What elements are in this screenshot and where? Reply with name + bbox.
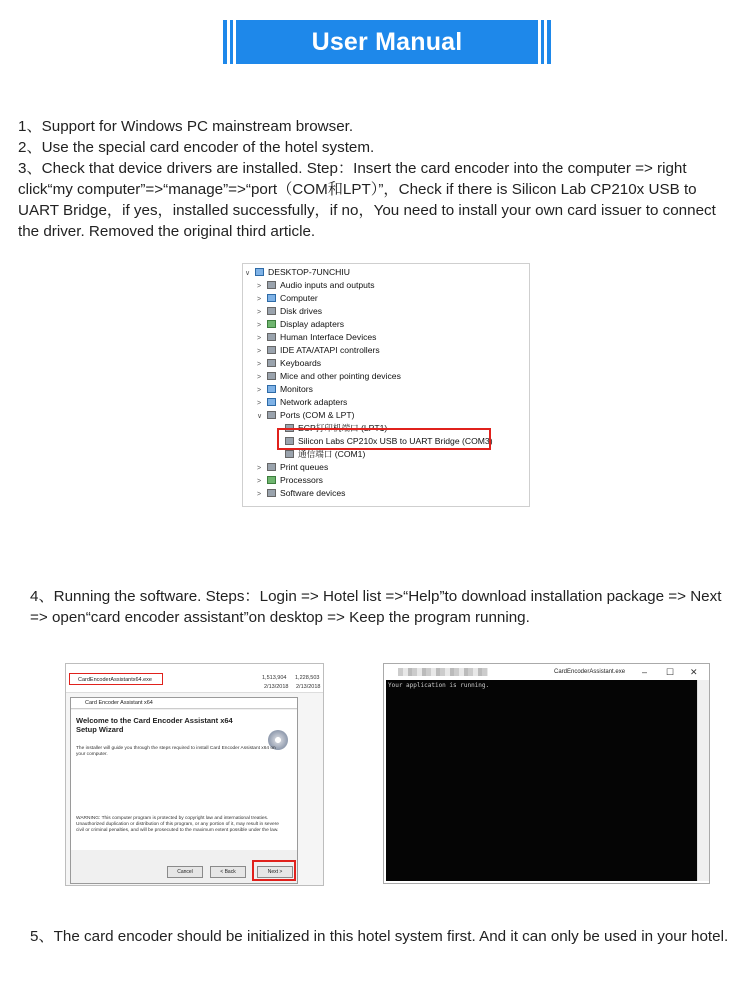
tree-item[interactable] (257, 383, 313, 396)
tree-item-label: Computer (280, 293, 318, 303)
file-date: 2/13/2018 (296, 684, 321, 690)
tree-subitem-label: 通信端口 (COM1) (298, 449, 366, 459)
file-size: 1,513,904 (262, 675, 287, 681)
desktop-icon (255, 268, 264, 276)
chevron-right-icon: > (257, 374, 262, 381)
chevron-right-icon: > (257, 309, 262, 316)
chevron-right-icon: > (257, 491, 262, 498)
chevron-right-icon: > (257, 478, 262, 485)
monitor-icon (267, 385, 276, 393)
dialog-body (71, 710, 297, 850)
chevron-right-icon: > (257, 322, 262, 329)
installer-screenshot (65, 663, 324, 886)
tree-item[interactable] (257, 461, 328, 474)
console-screenshot (383, 663, 710, 884)
ide-icon (267, 346, 276, 354)
chevron-right-icon: > (257, 283, 262, 290)
chevron-right-icon: > (257, 348, 262, 355)
console-output (386, 680, 697, 881)
scrollbar[interactable] (697, 680, 709, 881)
tree-item-label: Audio inputs and outputs (280, 280, 375, 290)
tree-item[interactable] (257, 318, 344, 331)
tree-item-label: Display adapters (280, 319, 345, 329)
tree-item-label: Mice and other pointing devices (280, 371, 401, 381)
next-button[interactable]: Next > (257, 866, 293, 878)
step-4: 4、Running the software. Steps：Login => Hotel list =>“Help”to download installation package => Next => open“card encoder assistant”on desktop => Keep the program running. (30, 588, 722, 626)
keyboard-icon (267, 359, 276, 367)
device-manager-screenshot (242, 263, 530, 507)
cancel-button[interactable]: Cancel (167, 866, 203, 878)
tree-item[interactable] (257, 474, 323, 487)
tree-item[interactable] (257, 396, 347, 409)
page-title: User Manual (311, 28, 463, 56)
chevron-right-icon: > (257, 400, 262, 407)
port-icon (267, 411, 276, 419)
tree-item[interactable] (257, 279, 375, 292)
step-3: 3、Check that device drivers are installed. Step：Insert the card encoder into the computer => right click“my computer”=>“manage”=>“port（COM和LPT）”，Check if there is Silicon Lab CP210x USB to UART Bridge，if yes，installed successfully，if no，You need to install your own card issuer to connect the driver. Removed the original third article. (18, 160, 716, 240)
console-text: Your application is running. (388, 682, 490, 689)
file-size: 1,228,503 (295, 675, 320, 681)
tree-subitem-label: ECP打印机端口 (LPT1) (298, 423, 388, 433)
tree-item-label: Processors (280, 475, 323, 485)
tree-item[interactable] (257, 305, 322, 318)
display-icon (267, 320, 276, 328)
tree-item-label: Ports (COM & LPT) (280, 410, 355, 420)
tree-item-label: Print queues (280, 462, 329, 472)
hid-icon (267, 333, 276, 341)
console-title: CardEncoderAssistant.exe (554, 669, 626, 675)
setup-dialog (70, 697, 298, 884)
file-list (66, 664, 323, 693)
processor-icon (267, 476, 276, 484)
tree-item-label: Disk drives (280, 306, 323, 316)
port-icon (285, 450, 294, 458)
tree-item[interactable] (257, 370, 401, 383)
chevron-right-icon: > (257, 361, 262, 368)
blurred-path (398, 668, 488, 676)
tree-item-label: Network adapters (280, 397, 348, 407)
mouse-icon (267, 372, 276, 380)
tree-item[interactable] (257, 357, 321, 370)
minimize-button[interactable]: – (642, 667, 648, 677)
tree-root[interactable] (245, 266, 350, 279)
tree-item-label: Human Interface Devices (280, 332, 377, 342)
highlight-box (277, 428, 491, 450)
maximize-button[interactable]: ☐ (666, 667, 675, 677)
header-banner (223, 20, 551, 64)
dialog-intro: The installer will guide you through the steps required to install Card Encoder Assistant x64 on your computer. (76, 746, 276, 757)
step-1: 1、Support for Windows PC mainstream browser. (18, 118, 354, 135)
tree-item-label: IDE ATA/ATAPI controllers (280, 345, 380, 355)
dialog-title: Card Encoder Assistant x64 (71, 698, 297, 709)
chevron-right-icon: > (257, 296, 262, 303)
tree-item[interactable] (257, 487, 345, 500)
tree-root-label: DESKTOP-7UNCHIU (268, 267, 350, 277)
tree-item[interactable] (257, 331, 376, 344)
file-date: 2/13/2018 (264, 684, 289, 690)
tree-item-label: Software devices (280, 488, 346, 498)
audio-icon (267, 281, 276, 289)
tree-item-label: Monitors (280, 384, 313, 394)
chevron-down-icon: ∨ (257, 413, 263, 420)
tree-item-label: Keyboards (280, 358, 322, 368)
close-button[interactable]: ✕ (690, 667, 698, 677)
printer-icon (267, 463, 276, 471)
tree-subitem-label: Silicon Labs CP210x USB to UART Bridge (COM3) (298, 436, 493, 446)
steps-1-3 (18, 116, 728, 242)
chevron-right-icon: > (257, 335, 262, 342)
chevron-right-icon: > (257, 387, 262, 394)
chevron-right-icon: > (257, 465, 262, 472)
step-2: 2、Use the special card encoder of the hotel system. (18, 139, 375, 156)
tree-item[interactable] (257, 292, 318, 305)
tree-item-ports[interactable] (257, 409, 355, 422)
dialog-heading: Welcome to the Card Encoder Assistant x64 Setup Wizard (76, 716, 233, 734)
chevron-down-icon: ∨ (245, 270, 251, 277)
computer-icon (267, 294, 276, 302)
back-button[interactable]: < Back (210, 866, 246, 878)
tree-item[interactable] (257, 344, 380, 357)
software-icon (267, 489, 276, 497)
highlight-box (252, 860, 296, 881)
dialog-warning: WARNING: This computer program is protected by copyright law and international treaties. Unauthorized duplication or distribution of this program, or any portion of it, may result in severe civil or criminal penalties, and will be prosecuted to the maximum extent possible under the law. (76, 816, 279, 833)
step-5: 5、The card encoder should be initialized in this hotel system first. And it can only be used in your hotel. (30, 928, 729, 945)
console-titlebar (384, 664, 709, 680)
installer-file[interactable]: CardEncoderAssistantx64.exe (69, 673, 163, 685)
disk-icon (267, 307, 276, 315)
network-icon (267, 398, 276, 406)
